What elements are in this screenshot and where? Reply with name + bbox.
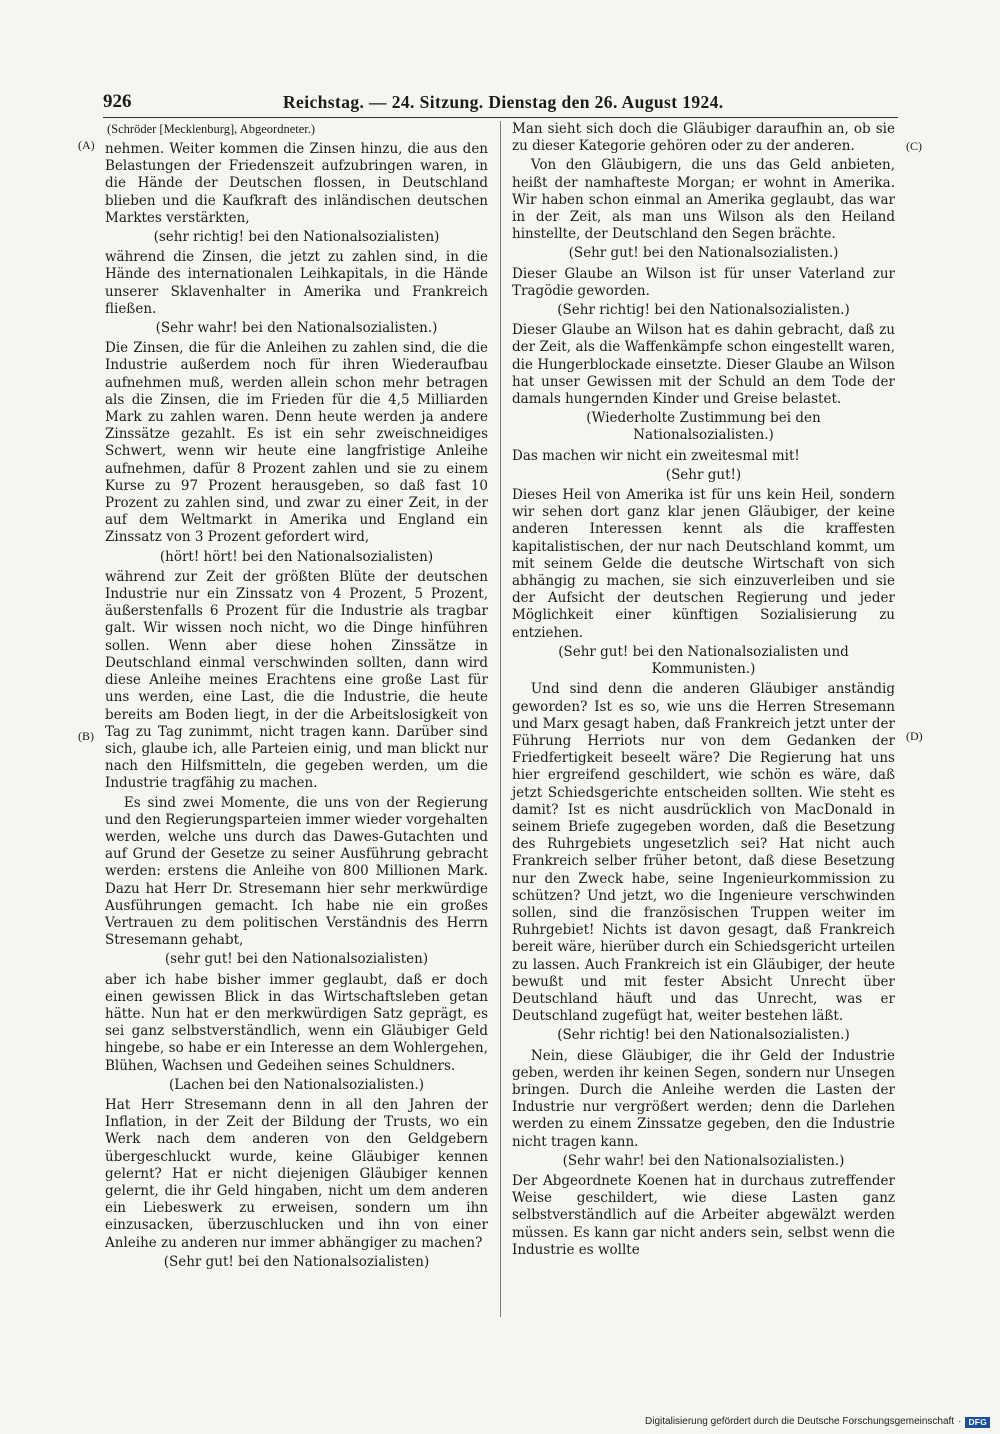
left-column-paragraph: während die Zinsen, die jetzt zu zahlen sind, in die Hände des internationalen Leihkapitals, in die Hände unserer Sklavenhalter in Amerika und Frankreich fließen. [105,249,488,317]
margin-marker-a: (A) [78,138,95,152]
right-column-interjection: (Sehr gut! bei den Nationalsozialisten und Kommunisten.) [558,643,849,678]
page-header [103,91,898,118]
left-column-interjection: (sehr gut! bei den Nationalsozialisten) [164,951,429,968]
right-column-paragraph: Dieser Glaube an Wilson hat es dahin gebracht, daß zu der Zeit, als die Waffenkämpfe schon eingestellt waren, die Hungerblockade einsetzte. Dieser Glaube an Wilson hat unser Gewissen mit der Schuld an dem Tode der damals hungernden Kinder und Greise belastet. [512,322,895,408]
left-column-paragraph: Hat Herr Stresemann denn in all den Jahren der Inflation, in der Zeit der Bildung der Trusts, wo ein Werk nach dem anderen von den Geldgebern übergeschluckt wurde, keine Gläubiger kennen gelernt? Hat er nicht diejenigen Gläubiger kennen gelernt, die ihr Geld hingaben, nicht um dem anderen ein Liebeswerk zu erweisen, sondern um ihn einzusacken, überzuschlucken und ihn von einer Anleihe zu anderen nur immer abhängiger zu machen? [105,1096,488,1251]
left-column-paragraph: aber ich habe bisher immer geglaubt, daß er doch einen gewissen Blick in das Wirtschaftsleben getan hätte. Nun hat er den merkwürdigen Satz geprägt, es sei ganz selbstverständlich, wenn ein Gläubiger Geld hingebe, so habe er ein Interesse an dem Wohlergehen, Blühen, Wachsen und Gedeihen seines Schuldners. [105,971,488,1074]
right-column-interjection: (Sehr richtig! bei den Nationalsozialisten.) [557,302,850,319]
right-column-paragraph: Man sieht sich doch die Gläubiger daraufhin an, ob sie zu dieser Kategorie gehören oder zu der anderen. [512,121,895,155]
right-column-paragraph: Dieser Glaube an Wilson ist für unser Vaterland zur Tragödie geworden. [512,265,895,299]
margin-marker-b: (B) [78,729,94,743]
right-column-paragraph: Von den Gläubigern, die uns das Geld anbieten, heißt der namhafteste Morgan; er wohnt in Amerika. Wir haben schon einmal an Amerika geglaubt, das war in der Zeit, als man uns Wilson als den Heiland hinstellte, der Deutschland den Segen brächte. [512,157,895,243]
speaker-line: (Schröder [Mecklenburg], Abgeordneter.) [107,122,316,136]
column-divider [500,121,501,1317]
footer-separator: · [958,1416,962,1427]
left-column-paragraph: nehmen. Weiter kommen die Zinsen hinzu, die aus den Belastungen der Friedenszeit aufzubringen waren, in die Hände der Deutschen flossen, in Deutschland blieben und die Kaufkraft des inländischen deutschen Marktes verstärkten, [105,141,488,226]
right-column-paragraph: Das machen wir nicht ein zweitesmal mit! [512,447,800,464]
page-number: 926 [103,91,132,112]
right-column-interjection: (Sehr wahr! bei den Nationalsozialisten.) [562,1152,845,1169]
left-column-paragraph: Die Zinsen, die für die Anleihen zu zahlen sind, die die Industrie außerdem noch für ihren Wiederaufbau aufnehmen muß, werden allein schon mehr betragen als die Zinsen, die im Frieden für die 4,5 Milliarden Mark zu zahlen waren. Denn heute werden ja andere Zinssätze gezahlt. Es ist ein sehr zweischneidiges Schwert, wenn wir heute eine langfristige Anleihe aufnehmen, dafür 8 Prozent zahlen und sie zu einem Kurse zu 97 Prozent herausgeben, so daß fast 10 Prozent zu zahlen sind, und zwar zu einer Zeit, in der auf dem Weltmarkt in Amerika und England ein Zinssatz von 3 Prozent gefordert wird, [105,340,488,546]
right-column [512,121,895,1261]
margin-marker-d: (D) [906,729,923,743]
left-column-interjection: (Lachen bei den Nationalsozialisten.) [169,1076,424,1093]
left-column [105,141,488,1271]
left-column-interjection: (Sehr wahr! bei den Nationalsozialisten.) [155,320,438,337]
left-column-interjection: (sehr richtig! bei den Nationalsozialisten) [153,229,440,246]
right-column-interjection: (Sehr gut! bei den Nationalsozialisten.) [568,245,839,262]
footer-credit: Digitalisierung gefördert durch die Deutsche Forschungsgemeinschaft [645,1416,955,1427]
right-column-interjection: (Sehr gut!) [665,466,742,483]
right-column-paragraph: Und sind denn die anderen Gläubiger anständig geworden? Ist es so, wie uns die Herren Stresemann und Marx gesagt haben, daß Frankreich jetzt unter der Führung Herriots nur von dem Gedanken der Friedfertigkeit beseelt wäre? Die Regierung hat uns hier ergreifend geschildert, wie schön es wäre, daß jetzt Schiedsgerichte entscheiden sollten. Wie steht es damit? Ist es nicht ausdrücklich von MacDonald in seinem Briefe zugegeben worden, daß die Besetzung des Ruhrgebiets ungesetzlich sei? Hat nicht auch Frankreich selber früher betont, daß diese Besetzung nur den Zweck habe, seine Ingenieurkommission zu schützen? Und jetzt, wo die Ingenieure verschwinden sollen, sind die französischen Truppen weiter im Ruhrgebiet! Nichts ist davon gesagt, daß Frankreich bereit wäre, hierüber durch ein Schiedsgericht urteilen zu lassen. Auch Frankreich ist ein Gläubiger, der heute bewußt und mit fester Absicht Unrecht über Deutschland häuft und das Unrecht, was er Deutschland zugefügt hat, weiter bestehen läßt. [512,681,895,1025]
left-column-interjection: (Sehr gut! bei den Nationalsozialisten) [163,1253,430,1270]
dfg-logo: DFG [965,1417,990,1428]
right-column-paragraph: Dieses Heil von Amerika ist für uns kein Heil, sondern wir sehen dort ganz klar jenen Gläubiger, der keine anderen Interessen kennt als die kraffesten kapitalistischen, der nur nach Deutschland kommt, um mit seinem Gelde die deutsche Wirtschaft von sich abhängig zu machen, sie sich einzuverleiben und sie der Aufsicht der deutschen Regierung und jeder Möglichkeit einer künftigen Sozialisierung zu entziehen. [512,487,895,641]
right-column-paragraph: Nein, diese Gläubiger, die ihr Geld der Industrie geben, werden ihr keinen Segen, sondern nur Unsegen bringen. Durch die Anleihe werden die Lasten der Industrie nur vergrößert werden; denn die Darlehen werden zu einem Zinssatze gegeben, den die Industrie nicht tragen kann. [512,1047,895,1150]
right-column-interjection: (Sehr richtig! bei den Nationalsozialisten.) [557,1027,850,1044]
left-column-paragraph: Es sind zwei Momente, die uns von der Regierung und den Regierungsparteien immer wieder vorgehalten werden, welche uns durch das Dawes-Gutachten und auf Grund der Gesetze zu seiner Ausführung gebracht werden: erstens die Anleihe von 800 Millionen Mark. Dazu hat Herr Dr. Stresemann hier sehr merkwürdige Ausführungen gemacht. Ich habe nie ein großes Vertrauen zu dem politischen Verständnis des Herrn Stresemann gehabt, [105,794,488,949]
right-column-interjection: (Wiederholte Zustimmung bei den Nationalsozialisten.) [586,410,821,444]
left-column-paragraph: während zur Zeit der größten Blüte der deutschen Industrie nur ein Zinssatz von 4 Prozent, 5 Prozent, äußerstenfalls 6 Prozent für die Industrie als tragbar galt. Wir wissen noch nicht, wo die Dinge hinführen sollen. Wenn aber diese hohen Zinssätze in Deutschland einmal verschwinden sollten, dann wird diese Anleihe meines Erachtens eine große Last für uns werden, eine Last, die die Industrie, die heute bereits am Boden liegt, in der die Arbeitslosigkeit von Tag zu Tag zunimmt, nicht tragen kann. Darüber sind sich, glaube ich, alle Parteien einig, und man blickt nur nach den Hilfsmitteln, die gegeben werden, um die Industrie tragfähig zu machen. [105,568,488,792]
right-column-paragraph: Der Abgeordnete Koenen hat in durchaus zutreffender Weise geschildert, wie diese Lasten ganz selbstverständlich auf die Arbeiter abgewälzt werden müssen. Es kann gar nicht anders sein, selbst wenn die Industrie es wollte [512,1172,895,1258]
margin-marker-c: (C) [906,139,922,153]
page-footer [645,1416,990,1428]
left-column-interjection: (hört! hört! bei den Nationalsozialisten) [159,548,434,565]
running-head: Reichstag. — 24. Sitzung. Dienstag den 26. August 1924. [283,92,724,112]
